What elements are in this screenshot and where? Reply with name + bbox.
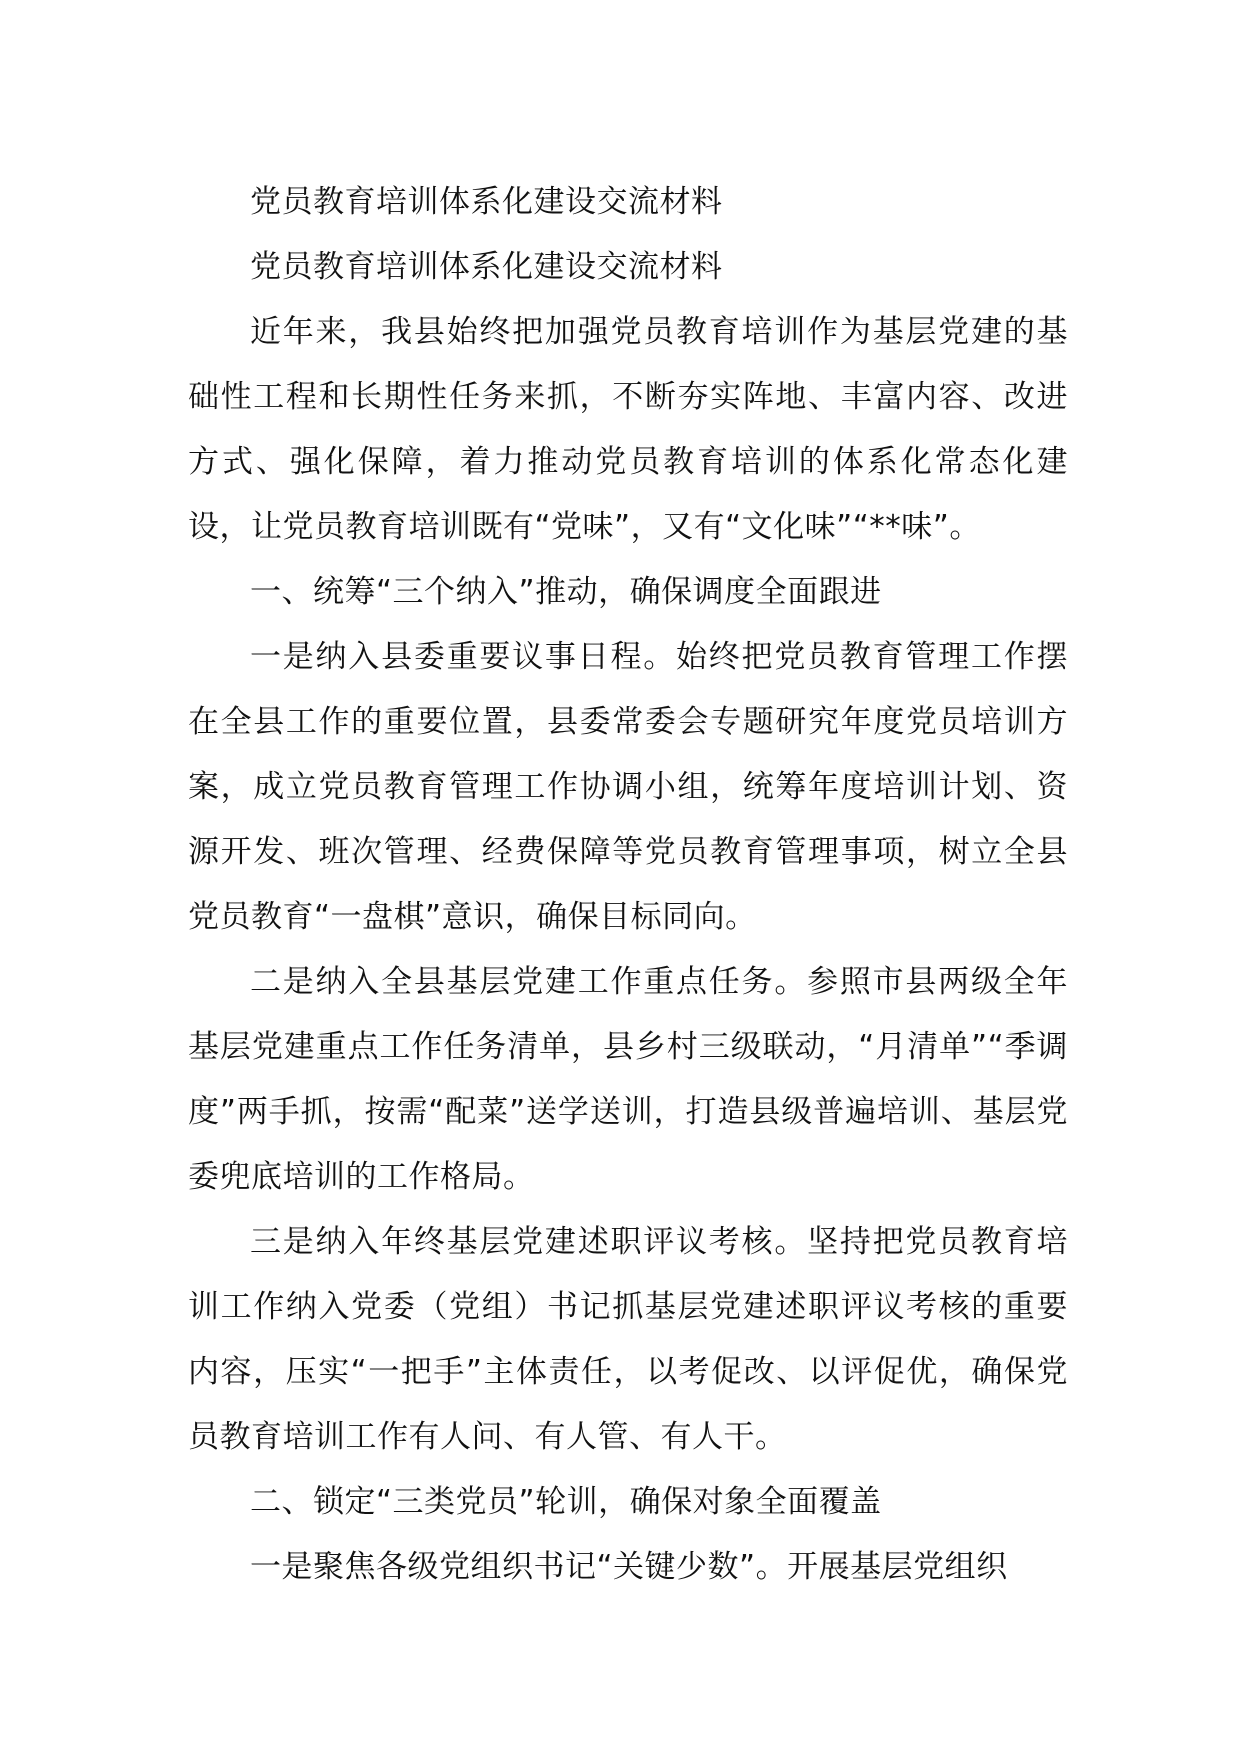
paragraph-1-1: 一是纳入县委重要议事日程。始终把党员教育管理工作摆在全县工作的重要位置，县委常委会专题研究年度党员培训方案，成立党员教育管理工作协调小组，统筹年度培训计划、资源开发、班次管理、经费保障等党员教育管理事项，树立全县党员教育“一盘棋”意识，确保目标同向。 <box>188 639 1068 935</box>
document-body <box>188 170 1068 1600</box>
paragraph-intro: 近年来，我县始终把加强党员教育培训作为基层党建的基础性工程和长期性任务来抓，不断夯实阵地、丰富内容、改进方式、强化保障，着力推动党员教育培训的体系化常态化建设，让党员教育培训既有“党味”，又有“文化味”“**味”。 <box>188 314 1068 545</box>
document-title: 党员教育培训体系化建设交流材料 <box>250 184 723 220</box>
paragraph-1-3: 三是纳入年终基层党建述职评议考核。坚持把党员教育培训工作纳入党委（党组）书记抓基层党建述职评议考核的重要内容，压实“一把手”主体责任，以考促改、以评促优，确保党员教育培训工作有人问、有人管、有人干。 <box>188 1224 1068 1455</box>
document-subtitle: 党员教育培训体系化建设交流材料 <box>250 249 723 285</box>
section-heading-2: 二、锁定“三类党员”轮训，确保对象全面覆盖 <box>250 1484 882 1520</box>
section-heading-1: 一、统筹“三个纳入”推动，确保调度全面跟进 <box>250 574 882 610</box>
paragraph-2-1: 一是聚焦各级党组织书记“关键少数”。开展基层党组织 <box>250 1549 1008 1585</box>
paragraph-1-2: 二是纳入全县基层党建工作重点任务。参照市县两级全年基层党建重点工作任务清单，县乡村三级联动，“月清单”“季调度”两手抓，按需“配菜”送学送训，打造县级普遍培训、基层党委兜底培训的工作格局。 <box>188 964 1068 1195</box>
